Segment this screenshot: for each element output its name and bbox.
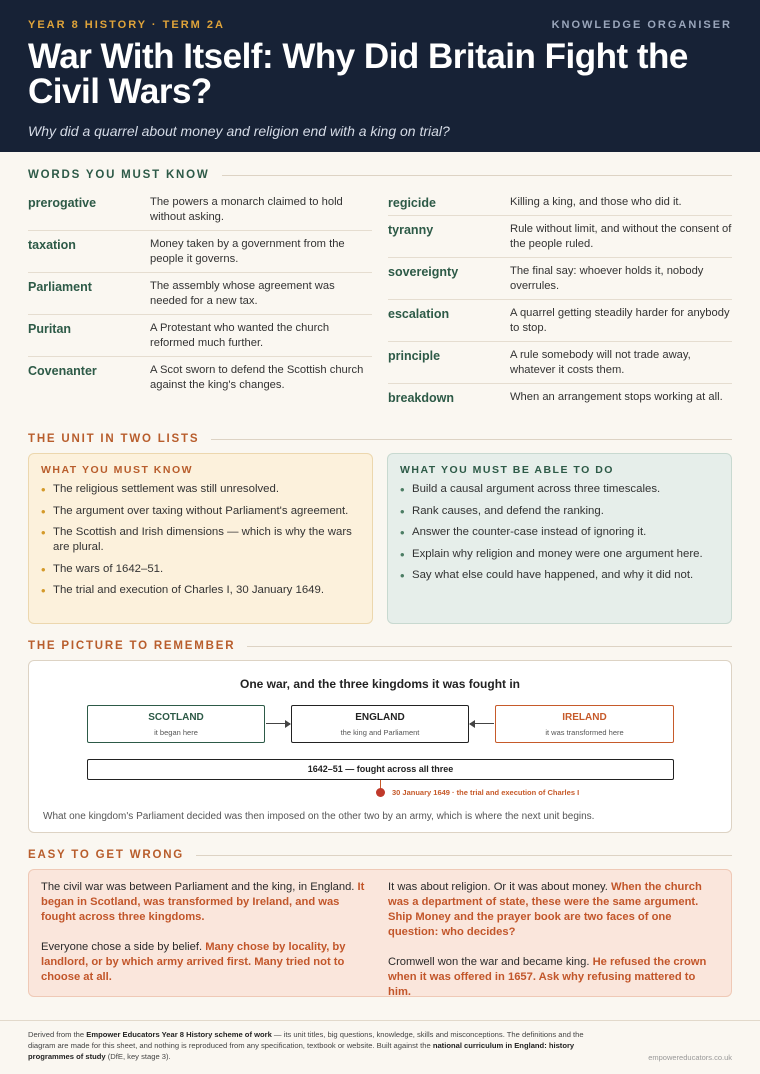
vocab-term: breakdown xyxy=(388,391,454,405)
section-picture-heading: THE PICTURE TO REMEMBER xyxy=(28,639,732,653)
vocab-row xyxy=(388,342,732,384)
vocab-row xyxy=(28,273,372,315)
vocab-definition: Killing a king, and those who did it. xyxy=(510,196,682,208)
vocab-term: Puritan xyxy=(28,322,72,336)
vocab-row xyxy=(388,216,732,258)
vocab-term: Parliament xyxy=(28,280,92,294)
section-wrong-heading: EASY TO GET WRONG xyxy=(28,848,732,862)
kingdom-england: ENGLAND the king and Parliament xyxy=(291,705,469,743)
misconceptions-left xyxy=(41,880,372,986)
list-item: • Say what else could have happened, and why it did not. xyxy=(400,568,719,583)
misconception: Cromwell won the war and became king. He refused the crown when it was offered in 1657. Ask why refusing mattered to him. xyxy=(388,956,707,998)
misconception: It was about religion. Or it was about money. When the church was a department of state, these were the same argument. Ship Money and the prayer book are two faces of one question: who decides? xyxy=(388,881,702,938)
unit-kicker: YEAR 8 HISTORY · TERM 2A xyxy=(28,19,225,31)
vocab-row xyxy=(388,258,732,300)
section-lists-heading: THE UNIT IN TWO LISTS xyxy=(28,432,732,446)
vocab-column-left xyxy=(28,189,372,410)
vocab-definition: A rule somebody will not trade away, whatever it costs them. xyxy=(510,349,691,376)
vocab-row xyxy=(388,384,732,410)
vocab-definition: The final say: whoever holds it, nobody overrules. xyxy=(510,265,704,292)
vocab-term: tyranny xyxy=(388,223,434,237)
vocab-row xyxy=(28,315,372,357)
vocab-row xyxy=(28,357,372,398)
misconception: Everyone chose a side by belief. Many chose by locality, by landlord, or by which army arrived first. Many tried not to choose at all. xyxy=(41,941,346,983)
page-subtitle: Why did a quarrel about money and religion end with a king on trial? xyxy=(28,123,450,139)
kingdom-scotland: SCOTLAND it began here xyxy=(87,705,265,743)
footer-note: Derived from the Empower Educators Year 8 History scheme of work — its unit titles, big questions, knowledge, skills and misconceptions. The definitions and the diagram are made for this sheet, and nothing is reproduced from any specification, textbook or website. Built against the national curriculum in England: history programmes of study (DfE, key stage 3). xyxy=(28,1030,584,1061)
must-know-list xyxy=(41,482,360,598)
three-kingdoms-diagram xyxy=(28,660,732,833)
vocab-column-right xyxy=(388,189,732,410)
vocab-row xyxy=(28,189,372,231)
document-type: KNOWLEDGE ORGANISER xyxy=(551,19,732,31)
vocab-row xyxy=(388,300,732,342)
arrow-scotland-to-england xyxy=(266,723,290,724)
vocabulary-table xyxy=(28,189,732,410)
footer-site: empowereducators.co.uk xyxy=(648,1053,732,1062)
vocab-term: escalation xyxy=(388,307,450,321)
list-item: • The wars of 1642–51. xyxy=(41,562,360,577)
arrow-ireland-to-england xyxy=(470,723,494,724)
war-timebar: 1642–51 — fought across all three xyxy=(87,759,674,780)
must-do-list xyxy=(400,482,719,583)
must-do-heading: WHAT YOU MUST BE ABLE TO DO xyxy=(400,464,614,476)
must-know-heading: WHAT YOU MUST KNOW xyxy=(41,464,194,476)
must-do-box xyxy=(387,453,732,624)
footer-divider xyxy=(0,1020,760,1021)
diagram-caption: What one kingdom's Parliament decided was then imposed on the other two by an army, which is where the next unit begins. xyxy=(43,811,595,822)
vocab-definition: Rule without limit, and without the consent of the people ruled. xyxy=(510,223,732,250)
vocab-definition: When an arrangement stops working at all. xyxy=(510,391,723,403)
list-item: • The trial and execution of Charles I, 30 January 1649. xyxy=(41,583,360,598)
vocab-definition: The powers a monarch claimed to hold without asking. xyxy=(150,196,343,223)
vocab-term: sovereignty xyxy=(388,265,459,279)
vocab-term: Covenanter xyxy=(28,364,97,378)
execution-label: 30 January 1649 · the trial and execution of Charles I xyxy=(392,788,580,797)
list-item: • The religious settlement was still unresolved. xyxy=(41,482,360,497)
list-item: • Rank causes, and defend the ranking. xyxy=(400,504,719,519)
list-item: • The Scottish and Irish dimensions — which is why the wars are plural. xyxy=(41,525,360,555)
vocab-term: prerogative xyxy=(28,196,97,210)
misconceptions-right xyxy=(388,880,719,998)
vocab-term: regicide xyxy=(388,196,436,210)
misconception: The civil war was between Parliament and the king, in England. It began in Scotland, was transformed by Ireland, and was fought across three kingdoms. xyxy=(41,881,365,923)
must-know-box xyxy=(28,453,373,624)
misconceptions-box xyxy=(28,869,732,997)
diagram-title: One war, and the three kingdoms it was fought in xyxy=(239,677,521,691)
vocab-definition: Money taken by a government from the people it governs. xyxy=(150,238,345,265)
vocab-definition: A quarrel getting steadily harder for anybody to stop. xyxy=(510,307,730,334)
vocab-term: taxation xyxy=(28,238,76,252)
vocab-definition: A Scot sworn to defend the Scottish church against the king's changes. xyxy=(150,364,364,391)
vocab-row xyxy=(28,231,372,273)
kingdom-ireland: IRELAND it was transformed here xyxy=(495,705,674,743)
list-item: • Build a causal argument across three timescales. xyxy=(400,482,719,497)
list-item: • Explain why religion and money were one argument here. xyxy=(400,547,719,562)
page-header xyxy=(0,0,760,152)
list-item: • The argument over taxing without Parliament's agreement. xyxy=(41,504,360,519)
vocab-row xyxy=(388,189,732,216)
vocab-definition: The assembly whose agreement was needed for a new tax. xyxy=(150,280,335,307)
execution-marker-icon xyxy=(376,788,385,797)
vocab-term: principle xyxy=(388,349,441,363)
vocab-definition: A Protestant who wanted the church reformed much further. xyxy=(150,322,330,349)
page-title: War With Itself: Why Did Britain Fight the Civil Wars? xyxy=(28,37,688,111)
section-words-heading: WORDS YOU MUST KNOW xyxy=(28,168,732,182)
list-item: • Answer the counter-case instead of ignoring it. xyxy=(400,525,719,540)
